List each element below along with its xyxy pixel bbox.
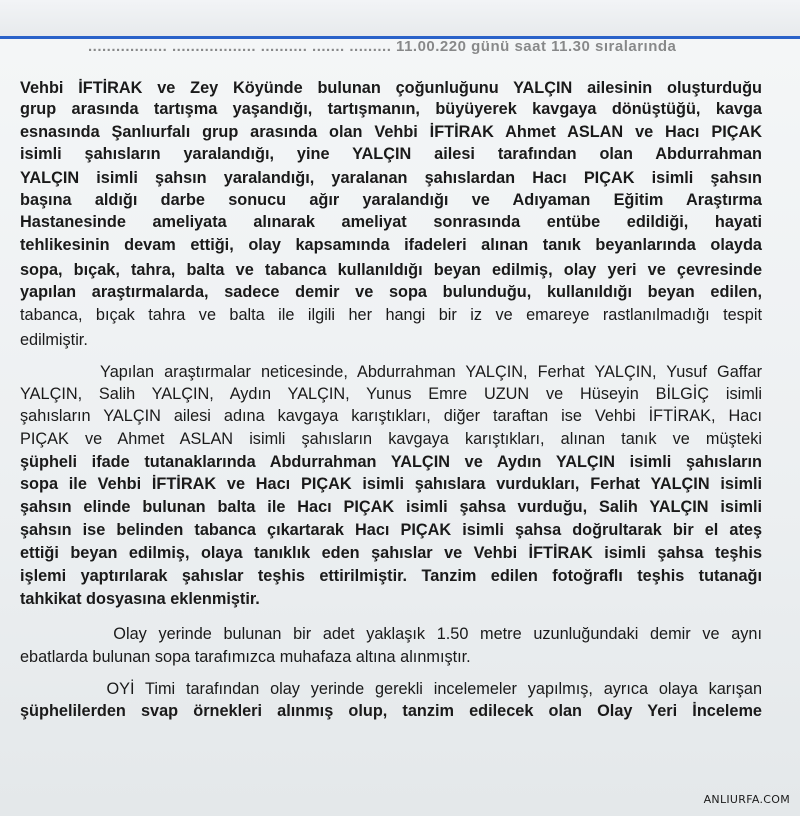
text-line: Olay yerinde bulunan bir adet yaklaşık 1.50 metre uzunluğundaki demir ve aynı xyxy=(20,625,762,643)
text-line: şahsın elinde bulunan balta ile Hacı PIÇAK isimli şahsa vurduğu, Salih YALÇIN isimli xyxy=(20,498,762,516)
text-line: şüpheli ifade tutanaklarında Abdurrahman YALÇIN ve Aydın YALÇIN isimli şahısların xyxy=(20,453,762,471)
text-line: edilmiştir. xyxy=(20,331,88,349)
text-line: sopa, bıçak, tahra, balta ve tabanca kullanıldığı beyan edilmiş, olay yeri ve çevresinde xyxy=(20,261,762,279)
text-line: grup arasında tartışma yaşandığı, tartışmanın, büyüyerek kavgaya dönüştüğü, kavga xyxy=(20,100,762,118)
text-line: OYİ Timi tarafından olay yerinde gerekli incelemeler yapılmış, ayrıca olaya karışan xyxy=(20,680,762,698)
text-line: yapılan araştırmalarda, sadece demir ve sopa bulunduğu, kullanıldığı beyan edilen, xyxy=(20,283,762,301)
text-line: şüphelilerden svap örnekleri alınmış olup, tanzim edilecek olan Olay Yeri İnceleme xyxy=(20,702,762,720)
text-line: başına aldığı darbe sonucu ağır yaralandığı ve Adıyaman Eğitim Araştırma xyxy=(20,191,762,209)
text-line: tahkikat dosyasına eklenmiştir. xyxy=(20,590,260,608)
text-line: esnasında Şanlıurfalı grup arasında olan Vehbi İFTİRAK Ahmet ASLAN ve Hacı PIÇAK xyxy=(20,123,762,141)
text-line: sopa ile Vehbi İFTİRAK ve Hacı PIÇAK isimli şahıslara vurdukları, Ferhat YALÇIN isimli xyxy=(20,475,762,493)
text-line: şahısların YALÇIN ailesi adına kavgaya karıştıkları, diğer taraftan ise Vehbi İFTİRAK, Hacı xyxy=(20,407,762,425)
text-line: Vehbi İFTİRAK ve Zey Köyünde bulunan çoğunluğunu YALÇIN ailesinin oluşturduğu xyxy=(20,79,762,97)
text-line: isimli şahısların yaralandığı, yine YALÇIN ailesi tarafından olan Abdurrahman xyxy=(20,145,762,163)
text-line: YALÇIN, Salih YALÇIN, Aydın YALÇIN, Yunus Emre UZUN ve Hüseyin BİLGİÇ isimli xyxy=(20,385,762,403)
screen-top-band xyxy=(0,0,800,40)
text-line: şahsın ise belinden tabanca çıkartarak Hacı PIÇAK isimli şahsa doğrultarak bir el ateş xyxy=(20,521,762,539)
text-line: tabanca, bıçak tahra ve balta ile ilgili her hangi bir iz ve emareye rastlanılmadığı tespit xyxy=(20,306,762,324)
text-line: YALÇIN isimli şahsın yaralandığı, yaralanan şahıslardan Hacı PIÇAK isimli şahsın xyxy=(20,169,762,187)
text-line: PIÇAK ve Ahmet ASLAN isimli şahısların kavgaya karıştıkları, alınan tanık ve müşteki xyxy=(20,430,762,448)
cut-off-line: ................. .................. .......... ....... ......... 11.00.220 günü saat 11.30 sıralarında xyxy=(88,39,677,55)
watermark: ANLIURFA.COM xyxy=(703,793,790,806)
text-line: tehlikesinin devam ettiği, olay kapsamında ifadeleri alınan tanık beyanlarında olayda xyxy=(20,236,762,254)
text-line: işlemi yaptırılarak şahıslar teşhis ettirilmiştir. Tanzim edilen fotoğraflı teşhis tutanağı xyxy=(20,567,762,585)
document-page xyxy=(0,39,800,816)
text-line: Yapılan araştırmalar neticesinde, Abdurrahman YALÇIN, Ferhat YALÇIN, Yusuf Gaffar xyxy=(20,363,762,381)
text-line: ebatlarda bulunan sopa tarafımızca muhafaza altına alınmıştır. xyxy=(20,648,471,666)
text-line: ettiği beyan edilmiş, olaya tanıklık eden şahıslar ve Vehbi İFTİRAK isimli şahsa teşhis xyxy=(20,544,762,562)
text-line: Hastanesinde ameliyata alınarak ameliyat sonrasında entübe edildiği, hayati xyxy=(20,213,762,231)
